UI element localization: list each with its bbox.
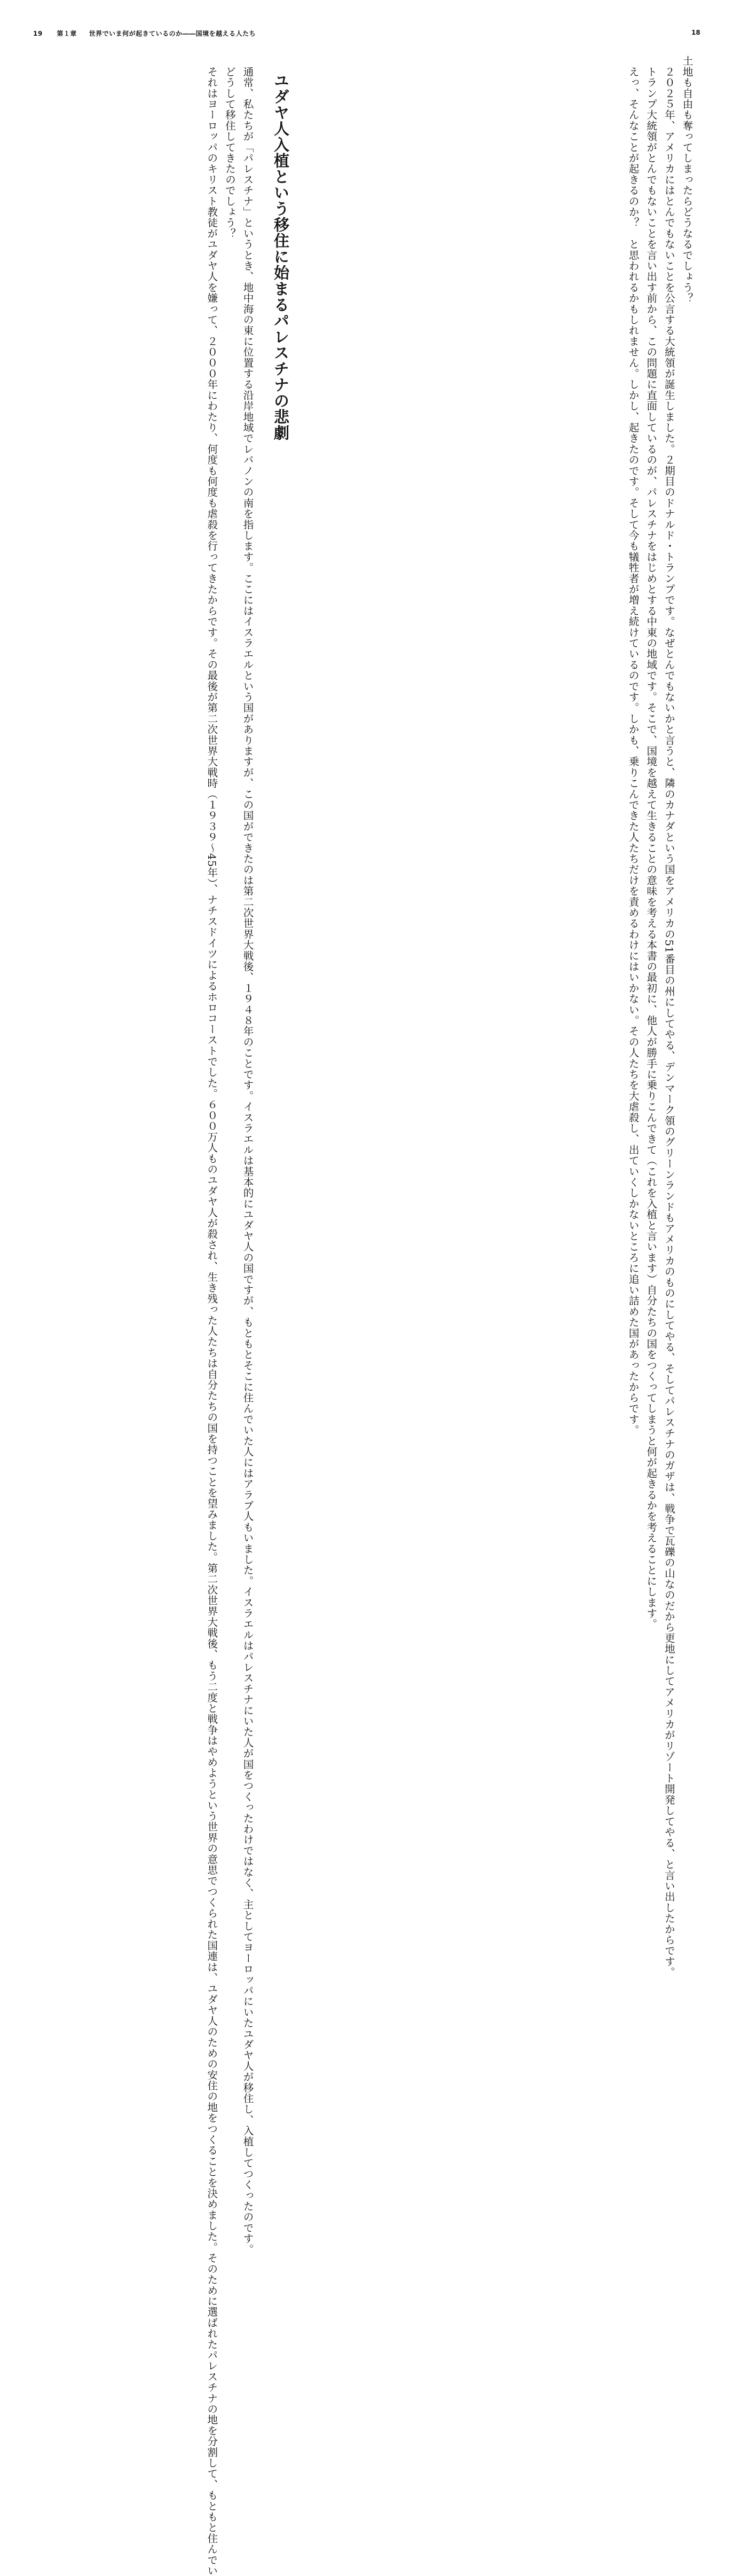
paragraph: どうして移住してきたのでしょう？ [223,56,236,239]
left-page [0,0,366,2576]
paragraph: 土地も自由も奪ってしまったらどうなるでしょう？ [681,56,693,304]
running-title: 世界でいま何が起きているのか――国境を越える人たち [89,30,256,37]
right-body-text [445,56,696,1978]
paragraph: 通常、私たちが「パレスチナ」というとき、地中海の東に位置する沿岸地域でレバノンの南を指します。ここにはイスラエルという国がありますが、この国ができたのは第二次世界大戦後、１９４８年のことです。イスラエルは基本的にユダヤ人の国ですが、もともとそこに住んでいた人にはアラブ人もいました。イスラエルはパレスチナにいた人が国をつくったわけではなく、主としてヨーロッパにいたユダヤ人が移住し、入植してつくったのです。 [241,56,254,2255]
page-number-left: 19 [33,30,43,37]
paragraph: えっ、そんなことが起きるのか？ と思われるかもしれません。しかし、起きたのです。そして今も犠牲者が増え続けているのです。しかも、乗りこんできた人たちだけを責めるわけにはいかない。その人たちを大虐殺し、出ていくしかないところに追い詰めた国があったからです。 [627,56,640,1436]
chapter-label: 第１章 [57,30,77,37]
left-body-text [37,56,256,2576]
right-page [366,0,733,1978]
paragraph: トランプ大統領がとんでもないことを言い出す前から、この問題に直面しているのが、パレスチナをはじめとする中東の地域です。そこで、国境を越えて生きることの意味を考える本書の最初に、他人が勝手に乗りこんできて（これを入植と言います）自分たちの国をつくってしまうと何が起きるかを考えることにします。 [644,56,657,1630]
running-head [33,29,256,38]
paragraph: それはヨーロッパのキリスト教徒がユダヤ人を嫌って、２０００年にわたり、何度も何度も虐殺を行ってきたからです。その最後が第二次世界大戦時（１９３９～45年）、ナチスドイツによるホロコーストでした。６００万人ものユダヤ人が殺され、生き残った人たちは自分たちの国を持つことを望みました。第二次世界大戦後、もう二度と戦争はやめようという世界の意思でつくられた国連は、ユダヤ人のための安住の地をつくることを決めました。そのために選ばれたパレスチナの地を分割して、もともと住んでい [205,56,218,2576]
paragraph: ２０２５年、アメリカにはとんでもないことを公言する大統領が誕生しました。２期目のドナルド・トランプです。なぜとんでもないかと言うと、隣のカナダという国をアメリカの51番目の州にしてやる、デンマーク領のグリーンランドもアメリカのものにしてやる、そしてパレスチナのガザは、戦争で瓦礫の山なのだから更地にしてアメリカがリゾート開発してやる、と言い出したからです。 [663,56,675,1978]
section-heading: ユダヤ人入植という移住に始まるパレスチナの悲劇 [272,73,290,441]
page-number-right: 18 [691,29,700,36]
